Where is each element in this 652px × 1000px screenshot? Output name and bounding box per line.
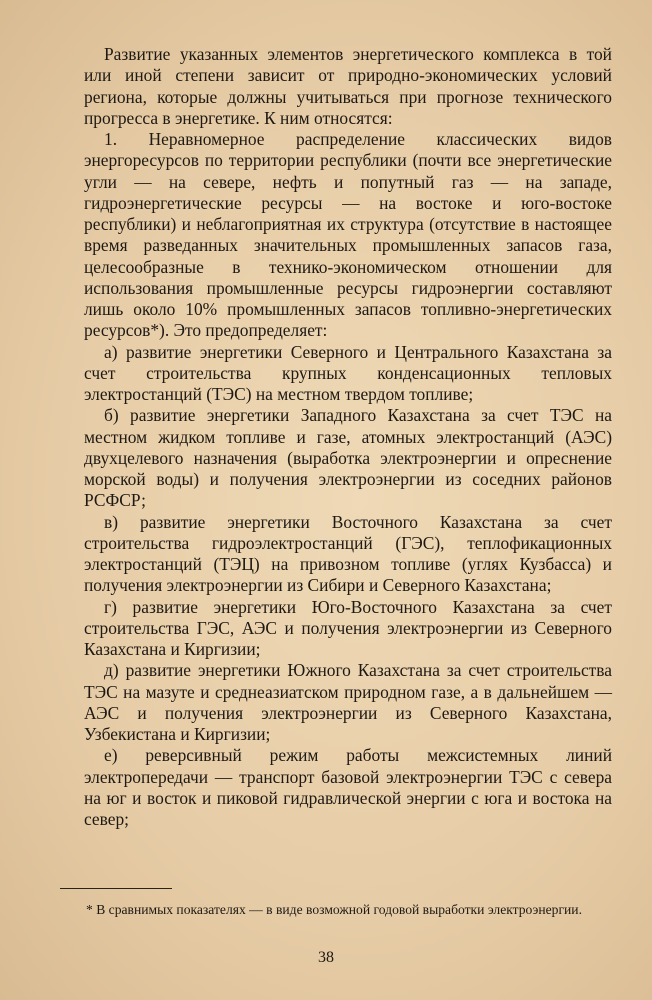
paragraph-item-1: 1. Неравномерное распределение классических видов энергоресурсов по территории республики (почти все энергетические угли — на севере, нефть и попутный газ — на западе, гидроэнергетические ресурсы — на востоке и юго-востоке республики) и неблагоприятная их структура (отсутствие в настоящее время разведанных значительных промышленных запасов газа, целесообразные в технико-экономическом отношении для использования промышленные ресурсы гидроэнергии составляют лишь около 10% промышленных запасов топливно-энергетических ресурсов*). Это предопределяет: <box>84 129 612 341</box>
page-number: 38 <box>318 949 334 966</box>
footnote-divider <box>60 888 172 889</box>
paragraph-item-a: а) развитие энергетики Северного и Центрального Казахстана за счет строительства крупных конденсационных тепловых электростанций (ТЭС) на местном твердом топливе; <box>84 341 612 404</box>
footnote <box>60 901 612 918</box>
paragraph-item-d: д) развитие энергетики Южного Казахстана за счет строительства ТЭС на мазуте и среднеазиатском природном газе, а в дальнейшем — АЭС и получения электроэнергии из Северного Казахстана, Узбекистана и Киргизии; <box>84 660 612 744</box>
paragraph-item-v: в) развитие энергетики Восточного Казахстана за счет строительства гидроэлектростанций (ГЭС), теплофикационных электростанций (ТЭЦ) на привозном топливе (углях Кузбасса) и получения электроэнергии из Сибири и Северного Казахстана; <box>84 511 612 596</box>
paragraph-intro: Развитие указанных элементов энергетического комплекса в той или иной степени зависит от природно-экономических условий региона, которые должны учитываться при прогнозе технического прогресса в энергетике. К ним относятся: <box>84 44 612 128</box>
paragraph-item-b: б) развитие энергетики Западного Казахстана за счет ТЭС на местном жидком топливе и газе, атомных электростанций (АЭС) двухцелевого назначения (выработка электроэнергии и опреснение морской воды) и получения электроэнергии из соседних районов РСФСР; <box>84 405 612 511</box>
main-text <box>84 44 612 830</box>
paragraph-item-g: г) развитие энергетики Юго-Восточного Казахстана за счет строительства ГЭС, АЭС и получения электроэнергии из Северного Казахстана и Киргизии; <box>84 596 612 659</box>
paragraph-item-e: е) реверсивный режим работы межсистемных линий электропередачи — транспорт базовой электроэнергии ТЭС с севера на юг и восток и пиковой гидравлической энергии с юга и востока на север; <box>84 745 612 829</box>
footnote-text: * В сравнимых показателях — в виде возможной годовой выработки электроэнергии. <box>86 902 582 917</box>
